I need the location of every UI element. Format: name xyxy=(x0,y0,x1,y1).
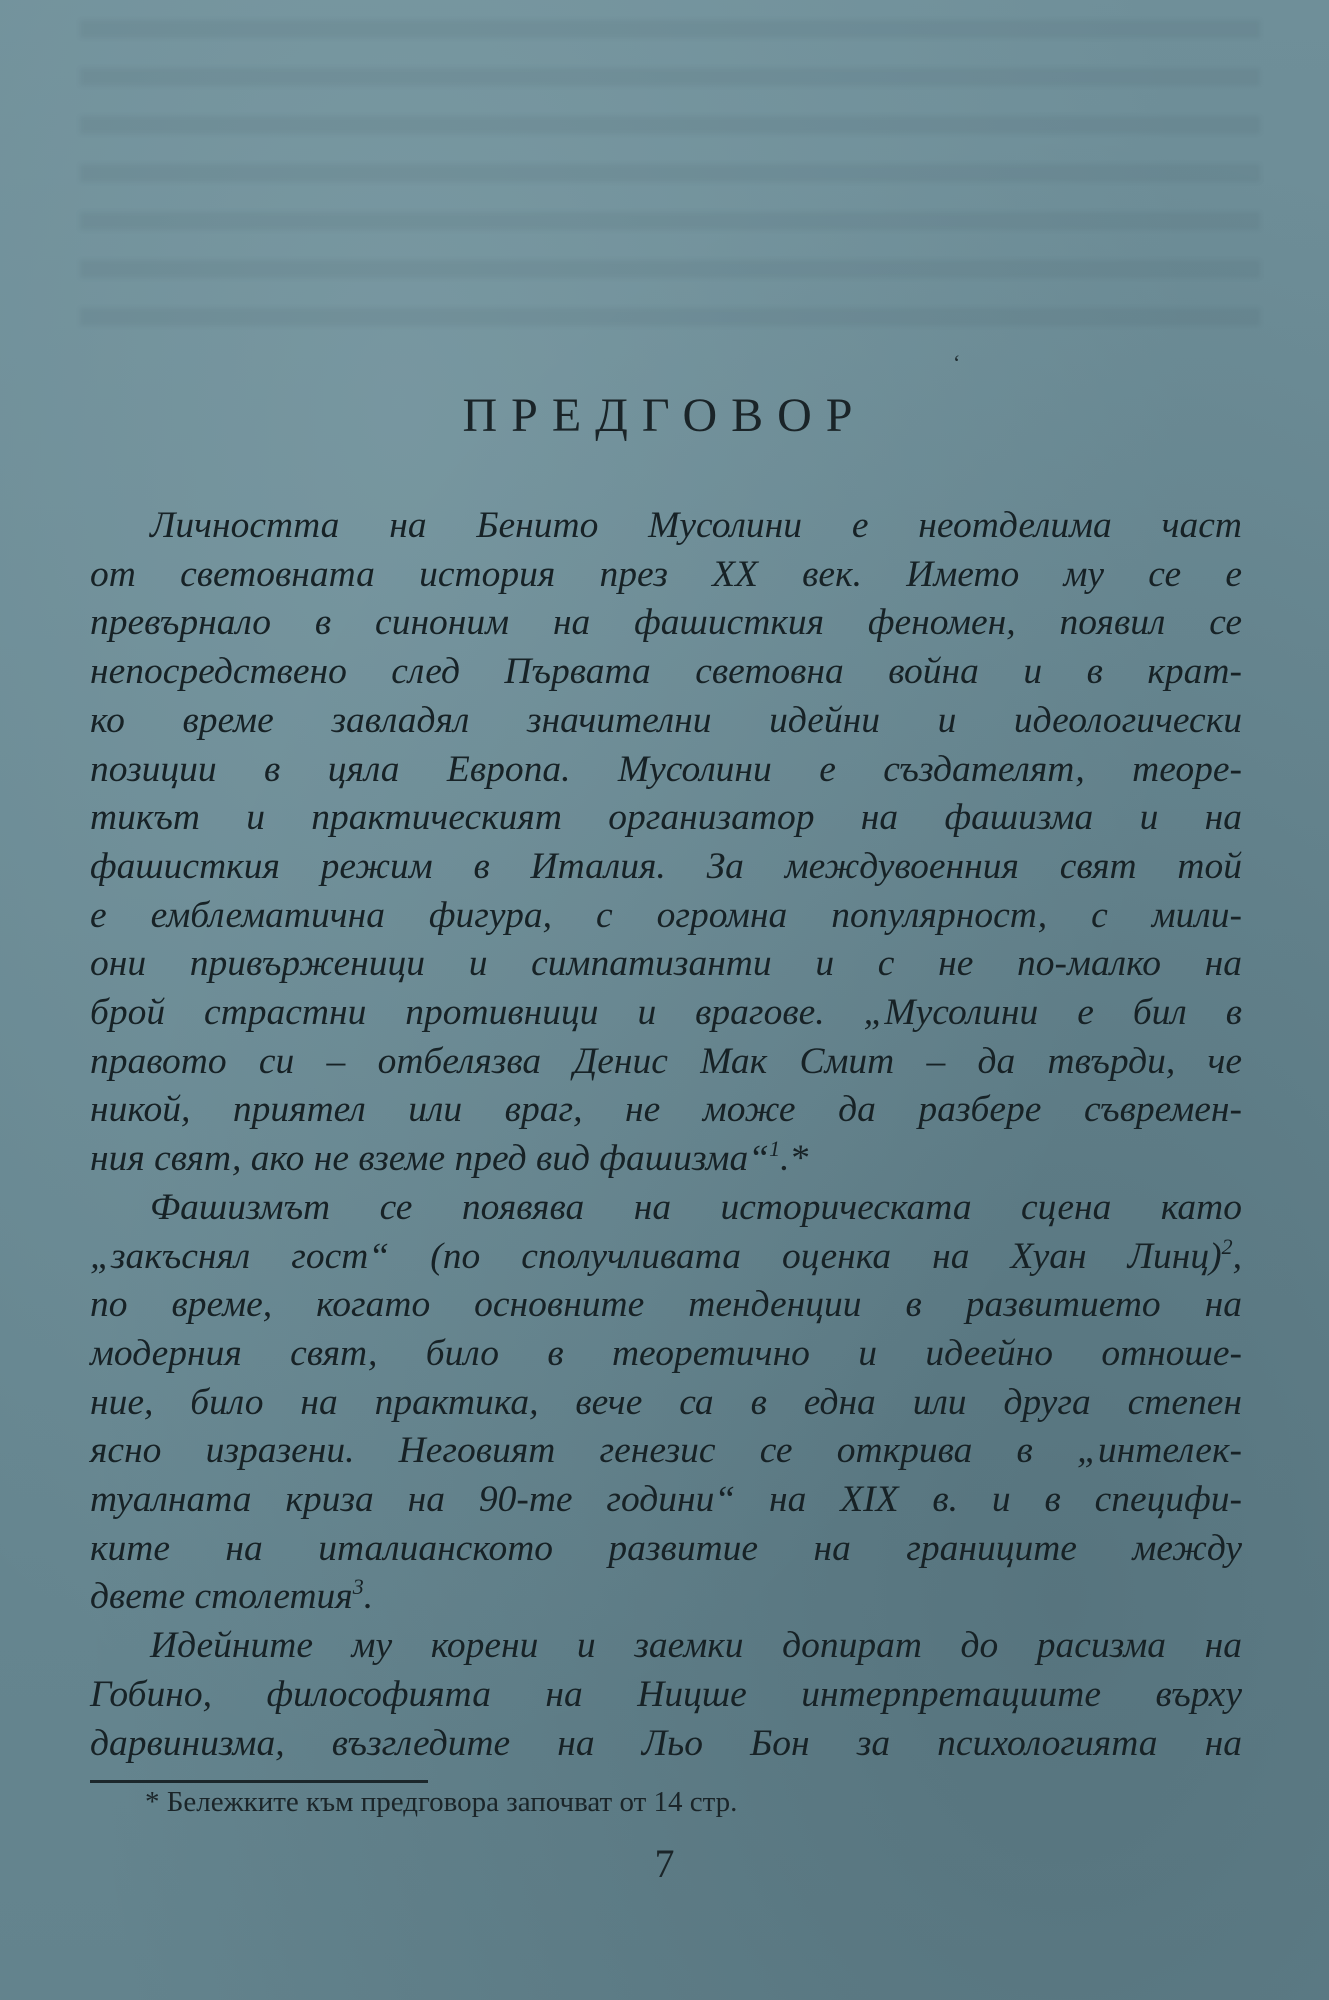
line-tail: . xyxy=(363,1576,374,1618)
line-tail: , xyxy=(1232,1235,1242,1277)
footnote-ref: 3 xyxy=(352,1574,364,1600)
page-number: 7 xyxy=(654,1841,675,1886)
footnote-ref: 2 xyxy=(1221,1233,1233,1259)
text-line: по време, когато основните тенденции в развитието на xyxy=(90,1284,1242,1326)
text-line: дарвинизма, възгледите на Льо Бон за психологията на xyxy=(90,1722,1242,1764)
text-line: Личността на Бенито Мусолини е неотделима част xyxy=(150,505,1242,546)
line-text: двете столетия xyxy=(90,1576,353,1618)
bleed-through-text xyxy=(80,20,1260,340)
text-line: они привърженици и симпатизанти и с не по-малко на xyxy=(90,943,1242,985)
footnote: * Бележките към предговора започват от 14 стр. xyxy=(145,1786,738,1818)
text-line: позиции в цяла Европа. Мусолини е създателят, теоре- xyxy=(90,748,1242,790)
text-line xyxy=(90,1233,1242,1282)
text-line: туалната криза на 90-те години“ на XIX в. и в специфи- xyxy=(90,1479,1242,1521)
text-line: ние, било на практика, вече са в една или друга степен xyxy=(90,1381,1242,1423)
stray-mark: ‘ xyxy=(953,350,961,375)
text-line: модерния свят, било в теоретично и идеейно отноше- xyxy=(90,1332,1242,1374)
text-line: правото си – отбелязва Денис Мак Смит – да твърди, че xyxy=(90,1040,1242,1082)
text-line: Гобино, философията на Ницше интерпретациите върху xyxy=(90,1673,1242,1715)
text-line: ките на италианското развитие на границите между xyxy=(90,1527,1242,1569)
footnote-ref: 1 xyxy=(769,1136,781,1162)
text-line: Идейните му корени и заемки допират до расизма на xyxy=(150,1625,1242,1667)
text-line: брой страстни противници и врагове. „Мусолини е бил в xyxy=(90,992,1242,1034)
footnote-rule xyxy=(90,1780,428,1783)
line-text: „закъснял гост“ (по сполучливата оценка на Хуан Линц) xyxy=(90,1235,1222,1277)
line-tail: .* xyxy=(780,1138,809,1180)
text-line: Фашизмът се появява на историческата сцена като xyxy=(150,1186,1242,1228)
text-line: непосредствено след Първата световна война и в крат- xyxy=(90,651,1242,693)
page-title: ПРЕДГОВОР xyxy=(462,389,867,442)
text-line: фашисткия режим в Италия. За междувоенния свят той xyxy=(90,845,1242,887)
text-line: ко време завладял значителни идейни и идеологически xyxy=(90,699,1242,741)
text-line: е емблематична фигура, с огромна популярност, с мили- xyxy=(90,894,1242,936)
text-line xyxy=(90,1573,1242,1622)
text-line: от световната история през XX век. Името му се е xyxy=(90,553,1242,595)
text-line: превърнало в синоним на фашисткия феномен, появил се xyxy=(90,602,1242,644)
text-line: тикът и практическият организатор на фашизма и на xyxy=(90,797,1242,839)
text-line: никой, приятел или враг, не може да разбере съвремен- xyxy=(90,1089,1242,1131)
line-text: ния свят, ако не вземе пред вид фашизма“ xyxy=(90,1138,770,1180)
text-line: ясно изразени. Неговият генезис се открива в „интелек- xyxy=(90,1430,1242,1472)
body-text xyxy=(90,502,1242,1768)
text-line xyxy=(90,1135,1242,1184)
